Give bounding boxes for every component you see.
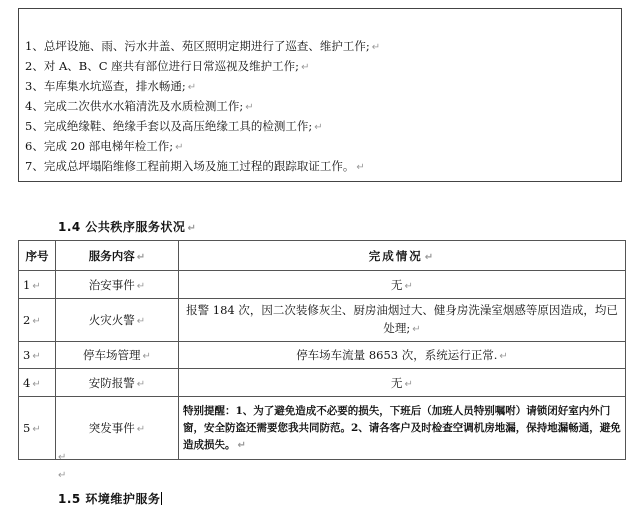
paragraph-mark-icon: ↵ <box>314 122 323 133</box>
list-item-text: 1、总坪设施、雨、污水井盖、苑区照明定期进行了巡查、维护工作; <box>25 39 370 53</box>
paragraph-mark-icon: ↵ <box>32 316 41 327</box>
list-item <box>25 37 380 57</box>
list-item <box>25 57 380 77</box>
row-result: 无 ↵ <box>179 369 626 397</box>
paragraph-mark-icon: ↵ <box>58 470 67 481</box>
paragraph-mark-icon: ↵ <box>404 378 413 390</box>
table-row <box>19 299 626 342</box>
paragraph-mark-icon: ↵ <box>136 251 146 263</box>
table-header-row <box>19 241 626 271</box>
paragraph-mark-icon: ↵ <box>237 439 246 451</box>
section-heading-environment <box>58 490 162 507</box>
list-item <box>25 117 380 137</box>
row-service: 火灾火警 ↵ <box>56 299 179 342</box>
section-heading-text: 1.4 公共秩序服务状况 <box>58 220 186 234</box>
paragraph-mark-icon: ↵ <box>136 424 146 435</box>
table-row <box>19 271 626 299</box>
paragraph-mark-icon: ↵ <box>58 452 67 463</box>
paragraph-mark-icon: ↵ <box>356 162 365 173</box>
paragraph-mark-icon: ↵ <box>136 378 146 390</box>
table-row <box>19 369 626 397</box>
list-item-text: 4、完成二次供水水箱清洗及水质检测工作; <box>25 99 244 113</box>
paragraph-mark-icon: ↵ <box>245 102 254 113</box>
paragraph-mark-icon: ↵ <box>32 378 41 390</box>
list-item <box>25 97 380 117</box>
row-result: 停车场车流量 8653 次，系统运行正常. ↵ <box>179 342 626 369</box>
header-result: 完成情况 ↵ <box>179 241 626 271</box>
row-index: 1 ↵ <box>19 271 56 299</box>
row-service: 治安事件 ↵ <box>56 271 179 299</box>
table-row <box>19 342 626 369</box>
list-item <box>25 137 380 157</box>
paragraph-mark-icon: ↵ <box>32 424 41 435</box>
list-item-text: 6、完成 20 部电梯年检工作; <box>25 139 174 153</box>
paragraph-mark-icon: ↵ <box>175 142 184 153</box>
list-item-text: 5、完成绝缘鞋、绝缘手套以及高压绝缘工具的检测工作; <box>25 119 313 133</box>
row-result: 特别提醒：1、为了避免造成不必要的损失，下班后（加班人员特别嘱咐）请锁闭好室内外门窗，安全防盗还需要您我共同防范。2、请各客户及时检查空调机房地漏，保持地漏畅通，避免造成损失。 ↵ <box>179 397 626 460</box>
row-index: 2 ↵ <box>19 299 56 342</box>
list-item <box>25 77 380 97</box>
paragraph-mark-icon: ↵ <box>371 42 381 53</box>
service-status-table <box>18 240 626 460</box>
paragraph-mark-icon: ↵ <box>136 280 146 292</box>
paragraph-mark-icon: ↵ <box>32 351 41 362</box>
list-item-text: 2、对 A、B、C 座共有部位进行日常巡视及维护工作; <box>25 59 300 73</box>
paragraph-mark-icon: ↵ <box>412 324 421 335</box>
paragraph-mark-icon: ↵ <box>187 223 197 234</box>
paragraph-mark-icon: ↵ <box>136 316 146 327</box>
row-service: 突发事件 ↵ <box>56 397 179 460</box>
list-item-text: 3、车库集水坑巡查，排水畅通; <box>25 79 186 93</box>
paragraph-mark-icon: ↵ <box>404 280 413 292</box>
header-index: 序号 <box>19 241 56 271</box>
list-item-text: 7、完成总坪塌陷维修工程前期入场及施工过程的跟踪取证工作。 <box>25 159 355 173</box>
section-heading-text: 1.5 环境维护服务 <box>58 492 161 506</box>
text-cursor <box>161 492 162 505</box>
row-service: 安防报警 ↵ <box>56 369 179 397</box>
paragraph-mark-icon: ↵ <box>187 82 197 93</box>
row-result: 无 ↵ <box>179 271 626 299</box>
paragraph-mark-icon: ↵ <box>301 62 310 73</box>
row-service: 停车场管理 ↵ <box>56 342 179 369</box>
row-index: 4 ↵ <box>19 369 56 397</box>
paragraph-mark-icon: ↵ <box>142 351 151 362</box>
paragraph-mark-icon: ↵ <box>424 251 436 263</box>
header-service: 服务内容 ↵ <box>56 241 179 271</box>
row-result: 报警 184 次，因二次装修灰尘、厨房油烟过大、健身房洗澡室烟感等原因造成，均已处理; ↵ <box>179 299 626 342</box>
row-index: 5 ↵ <box>19 397 56 460</box>
row-index: 3 ↵ <box>19 342 56 369</box>
work-summary-box <box>18 8 622 182</box>
section-heading-public-order <box>58 218 196 235</box>
table-row <box>19 397 626 460</box>
list-item <box>25 157 380 177</box>
paragraph-mark-icon: ↵ <box>499 351 508 362</box>
paragraph-mark-icon: ↵ <box>32 280 41 292</box>
work-list <box>25 37 380 177</box>
